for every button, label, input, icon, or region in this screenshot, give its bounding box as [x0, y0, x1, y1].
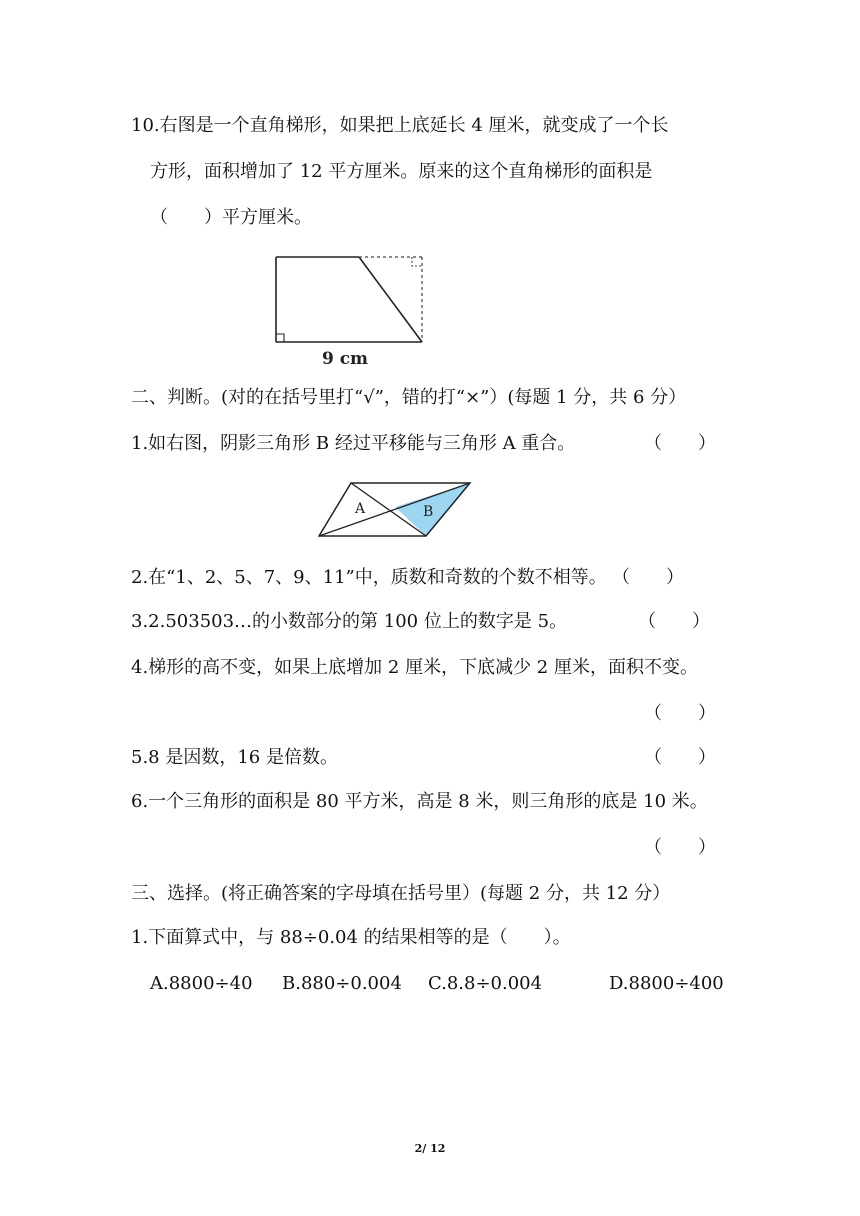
triangle-b-label: B	[423, 504, 434, 520]
base-length-label: 9 cm	[321, 349, 369, 369]
q10-line-2: 方形，面积增加了 12 平方厘米。原来的这个直角梯形的面积是	[150, 161, 653, 182]
triangle-a-label: A	[355, 501, 366, 517]
judge-item-4-bracket[interactable]: （ ）	[644, 703, 716, 724]
judge-item-2-text: 2.在“1、2、5、7、9、11”中，质数和奇数的个数不相等。	[131, 567, 607, 588]
section2-header: 二、判断。(对的在括号里打“√”，错的打“×”）(每题 1 分，共 6 分）	[131, 387, 687, 408]
judge-item-1-text: 1.如右图，阴影三角形 B 经过平移能与三角形 A 重合。	[131, 433, 576, 454]
judge-item-5-bracket[interactable]: （ ）	[644, 747, 716, 768]
q10-line-3: （ ）平方厘米。	[150, 207, 312, 228]
judge-item-6-text: 6.一个三角形的面积是 80 平方米，高是 8 米，则三角形的底是 10 米。	[131, 791, 708, 812]
judge-item-3-text: 3.2.503503…的小数部分的第 100 位上的数字是 5。	[131, 611, 568, 632]
judge-item-2-bracket[interactable]: （ ）	[612, 567, 684, 588]
judge-item-3-bracket[interactable]: （ ）	[638, 611, 710, 632]
trapezoid-slanted-side	[359, 257, 422, 342]
section3-header: 三、选择。(将正确答案的字母填在括号里）(每题 2 分，共 12 分）	[131, 883, 671, 904]
page-number: 2/ 12	[414, 1142, 446, 1155]
judge-item-6-bracket[interactable]: （ ）	[644, 837, 716, 858]
trapezoid-figure	[270, 250, 435, 370]
choice-q1-option-d[interactable]: D.8800÷400	[609, 973, 724, 994]
choice-q1-option-c[interactable]: C.8.8÷0.004	[428, 973, 543, 994]
judge-item-5-text: 5.8 是因数，16 是倍数。	[131, 747, 338, 768]
right-angle-mark-bottom	[276, 334, 284, 342]
judge-item-4-text: 4.梯形的高不变，如果上底增加 2 厘米，下底减少 2 厘米，面积不变。	[131, 657, 698, 678]
parallelogram-figure	[315, 478, 475, 542]
choice-q1-text: 1.下面算式中，与 88÷0.04 的结果相等的是（ ）。	[131, 927, 571, 948]
choice-q1-option-a[interactable]: A.8800÷40	[150, 973, 253, 994]
judge-item-1-bracket[interactable]: （ ）	[644, 433, 716, 454]
choice-q1-option-b[interactable]: B.880÷0.004	[282, 973, 402, 994]
q10-line-1: 10.右图是一个直角梯形，如果把上底延长 4 厘米，就变成了一个长	[131, 115, 669, 136]
right-angle-mark-top	[412, 257, 422, 266]
